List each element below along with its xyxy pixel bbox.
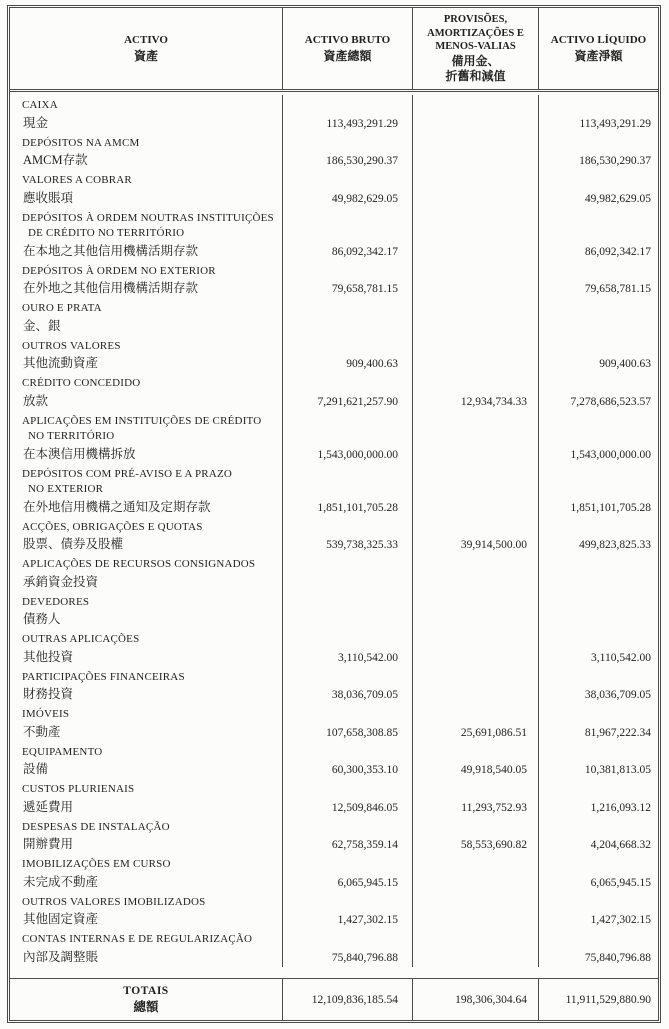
- asset-row: [10, 817, 658, 855]
- asset-value-liquido: 10,381,813.05: [538, 742, 658, 780]
- asset-value-bruto: [282, 592, 412, 630]
- asset-label-cn: 其他流動資產: [23, 356, 99, 370]
- asset-label-pt: DEVEDORES: [22, 595, 90, 608]
- asset-label-cn: 在外地信用機構之通知及定期存款: [23, 499, 211, 514]
- asset-label: [10, 208, 282, 261]
- asset-label: [10, 517, 282, 555]
- asset-label-cn: 內部及調整賬: [23, 949, 99, 964]
- totals-value-bruto: 12,109,836,185.54: [282, 979, 412, 1020]
- asset-value-bruto: 1,427,302.15: [282, 892, 412, 930]
- asset-label: [10, 779, 282, 817]
- asset-label-cn: 金、銀: [23, 318, 61, 333]
- asset-label-pt: IMOBILIZAÇÕES EM CURSO: [22, 858, 171, 870]
- asset-label-cn: 在外地之其他信用機構活期存款: [23, 281, 199, 295]
- header-activo-liquido: [538, 8, 658, 89]
- asset-value-bruto: 75,840,796.88: [282, 929, 412, 967]
- asset-value-liquido: 75,840,796.88: [538, 929, 658, 967]
- asset-value-provisoes: [412, 554, 538, 592]
- asset-value-liquido: 79,658,781.15: [538, 261, 658, 299]
- asset-label-pt: OUTROS VALORES: [22, 339, 121, 352]
- asset-value-liquido: 499,823,825.33: [538, 517, 658, 555]
- asset-label-pt: NO TERRITÓRIO: [28, 430, 115, 442]
- asset-value-liquido: 186,530,290.37: [538, 133, 658, 171]
- asset-value-liquido: 1,543,000,000.00: [538, 411, 658, 464]
- asset-value-provisoes: 11,293,752.93: [412, 779, 538, 817]
- totals-label: [10, 979, 282, 1020]
- asset-value-liquido: 6,065,945.15: [538, 854, 658, 892]
- asset-label: [10, 298, 282, 336]
- asset-value-provisoes: [412, 411, 538, 464]
- asset-label-pt: OUTRAS APLICAÇÕES: [22, 633, 140, 645]
- asset-label-cn: 股票、債券及股權: [23, 537, 124, 551]
- asset-label: [10, 95, 282, 133]
- asset-label-cn: 在本澳信用機構拆放: [23, 446, 136, 461]
- asset-label-cn: 未完成不動產: [23, 874, 99, 889]
- asset-label-pt: IMÓVEIS: [22, 708, 70, 720]
- asset-value-bruto: 6,065,945.15: [282, 854, 412, 892]
- asset-value-provisoes: [412, 298, 538, 336]
- asset-value-liquido: 86,092,342.17: [538, 208, 658, 261]
- asset-label: [10, 854, 282, 892]
- asset-label-cn: 在本地之其他信用機構活期存款: [23, 243, 199, 258]
- asset-row: [10, 208, 658, 261]
- asset-label: [10, 411, 282, 464]
- asset-value-provisoes: [412, 261, 538, 299]
- asset-value-bruto: 12,509,846.05: [282, 779, 412, 817]
- asset-value-provisoes: 49,918,540.05: [412, 742, 538, 780]
- asset-label-cn: AMCM存款: [23, 153, 88, 167]
- asset-row: [10, 854, 658, 892]
- asset-label-pt: VALORES A COBRAR: [22, 174, 132, 186]
- header-provisoes-cn1: 備用金、: [451, 53, 500, 68]
- header-activo: [10, 8, 282, 89]
- asset-value-bruto: 107,658,308.85: [282, 704, 412, 742]
- asset-value-bruto: 62,758,359.14: [282, 817, 412, 855]
- asset-row: [10, 779, 658, 817]
- asset-row: [10, 95, 658, 133]
- asset-value-bruto: 49,982,629.05: [282, 170, 412, 208]
- asset-label: [10, 554, 282, 592]
- table-header-row: [10, 8, 658, 92]
- asset-value-provisoes: [412, 667, 538, 705]
- asset-value-bruto: 1,543,000,000.00: [282, 411, 412, 464]
- header-provisoes: [412, 8, 538, 89]
- asset-label: [10, 742, 282, 780]
- asset-value-provisoes: [412, 929, 538, 967]
- asset-value-provisoes: [412, 464, 538, 517]
- asset-row: [10, 298, 658, 336]
- asset-value-provisoes: [412, 592, 538, 630]
- asset-label-pt: APLICAÇÕES DE RECURSOS CONSIGNADOS: [22, 558, 256, 570]
- totals-row: [10, 978, 658, 1020]
- asset-label-cn: 其他投資: [23, 649, 74, 664]
- asset-value-liquido: 113,493,291.29: [538, 95, 658, 133]
- asset-label-pt: OURO E PRATA: [22, 302, 102, 314]
- asset-value-provisoes: 12,934,734.33: [412, 373, 538, 411]
- asset-value-liquido: 4,204,668.32: [538, 817, 658, 855]
- asset-value-liquido: 49,982,629.05: [538, 170, 658, 208]
- asset-value-liquido: 7,278,686,523.57: [538, 373, 658, 411]
- asset-label-pt: PARTICIPAÇÕES FINANCEIRAS: [22, 670, 185, 683]
- asset-value-provisoes: 39,914,500.00: [412, 517, 538, 555]
- asset-row: [10, 704, 658, 742]
- asset-row: [10, 336, 658, 374]
- asset-value-liquido: 81,967,222.34: [538, 704, 658, 742]
- totals-label-pt: TOTAIS: [123, 984, 169, 997]
- header-liquido-cn: 資產淨額: [574, 49, 623, 63]
- asset-label-cn: 債務人: [23, 612, 61, 626]
- asset-label: [10, 261, 282, 299]
- asset-label-pt: CAIXA: [22, 99, 58, 111]
- header-bruto-cn: 資產總額: [323, 49, 372, 63]
- header-activo-pt: ACTIVO: [124, 34, 168, 46]
- asset-value-bruto: [282, 298, 412, 336]
- asset-label-pt: CRÉDITO CONCEDIDO: [22, 377, 141, 389]
- totals-value-liquido: 11,911,529,880.90: [538, 979, 658, 1020]
- asset-row: [10, 629, 658, 667]
- asset-value-provisoes: [412, 208, 538, 261]
- asset-value-liquido: [538, 592, 658, 630]
- asset-label-pt: NO EXTERIOR: [28, 483, 104, 495]
- asset-value-bruto: 86,092,342.17: [282, 208, 412, 261]
- asset-value-provisoes: [412, 336, 538, 374]
- header-provisoes-line3: MENOS-VALIAS: [435, 41, 516, 53]
- asset-row: [10, 133, 658, 171]
- asset-row: [10, 592, 658, 630]
- asset-row: [10, 667, 658, 705]
- asset-label-pt: DE CRÉDITO NO TERRITÓRIO: [28, 227, 185, 239]
- asset-value-liquido: [538, 298, 658, 336]
- asset-label: [10, 667, 282, 705]
- totals-value-provisoes: 198,306,304.64: [412, 979, 538, 1020]
- asset-value-bruto: 3,110,542.00: [282, 629, 412, 667]
- asset-value-provisoes: 25,691,086.51: [412, 704, 538, 742]
- asset-value-bruto: 113,493,291.29: [282, 95, 412, 133]
- asset-label: [10, 592, 282, 630]
- asset-value-provisoes: [412, 95, 538, 133]
- asset-label-cn: 應收賬項: [23, 190, 74, 205]
- asset-row: [10, 892, 658, 930]
- header-liquido-pt: ACTIVO LÍQUIDO: [550, 34, 647, 46]
- asset-label-pt: DEPÓSITOS À ORDEM NOUTRAS INSTITUIÇÕES: [22, 211, 274, 224]
- asset-row: [10, 464, 658, 517]
- asset-value-bruto: 60,300,353.10: [282, 742, 412, 780]
- asset-value-liquido: [538, 554, 658, 592]
- asset-label: [10, 464, 282, 517]
- asset-value-liquido: 909,400.63: [538, 336, 658, 374]
- asset-label-cn: 其他固定資產: [23, 912, 99, 926]
- header-provisoes-line2: AMORTIZAÇÕES E: [427, 27, 524, 39]
- asset-value-liquido: 1,216,093.12: [538, 779, 658, 817]
- asset-row: [10, 170, 658, 208]
- asset-label-cn: 放款: [23, 393, 49, 408]
- asset-label-cn: 財務投資: [23, 687, 74, 701]
- asset-value-bruto: 909,400.63: [282, 336, 412, 374]
- asset-label: [10, 336, 282, 374]
- asset-label-pt: DEPÓSITOS À ORDEM NO EXTERIOR: [22, 264, 216, 277]
- asset-label-cn: 不動產: [23, 724, 61, 739]
- asset-label-cn: 設備: [23, 762, 49, 776]
- asset-value-provisoes: [412, 854, 538, 892]
- asset-value-bruto: 539,738,325.33: [282, 517, 412, 555]
- asset-label: [10, 817, 282, 855]
- asset-label: [10, 373, 282, 411]
- asset-label-pt: APLICAÇÕES EM INSTITUIÇÕES DE CRÉDITO: [22, 414, 262, 427]
- asset-value-bruto: [282, 554, 412, 592]
- asset-label-pt: EQUIPAMENTO: [22, 745, 103, 758]
- asset-row: [10, 411, 658, 464]
- asset-label-pt: DEPÓSITOS COM PRÉ-AVISO E A PRAZO: [22, 467, 233, 480]
- asset-value-bruto: 38,036,709.05: [282, 667, 412, 705]
- asset-label-cn: 現金: [23, 115, 49, 130]
- asset-value-bruto: 1,851,101,705.28: [282, 464, 412, 517]
- asset-label: [10, 133, 282, 171]
- asset-value-bruto: 7,291,621,257.90: [282, 373, 412, 411]
- asset-label-pt: OUTROS VALORES IMOBILIZADOS: [22, 895, 206, 908]
- header-provisoes-cn2: 折舊和減值: [445, 68, 506, 83]
- asset-value-provisoes: [412, 892, 538, 930]
- asset-row: [10, 554, 658, 592]
- asset-value-liquido: 1,427,302.15: [538, 892, 658, 930]
- asset-label: [10, 929, 282, 967]
- asset-row: [10, 373, 658, 411]
- asset-label: [10, 170, 282, 208]
- asset-row: [10, 929, 658, 967]
- asset-label-cn: 遞延費用: [23, 799, 74, 814]
- asset-label-pt: ACÇÕES, OBRIGAÇÕES E QUOTAS: [22, 520, 203, 533]
- asset-label-pt: DESPESAS DE INSTALAÇÃO: [22, 820, 170, 833]
- asset-value-liquido: 3,110,542.00: [538, 629, 658, 667]
- asset-label-pt: CONTAS INTERNAS E DE REGULARIZAÇÃO: [22, 933, 253, 945]
- asset-value-liquido: 1,851,101,705.28: [538, 464, 658, 517]
- asset-label-pt: DEPÓSITOS NA AMCM: [22, 136, 140, 149]
- asset-label: [10, 629, 282, 667]
- totals-label-cn: 總額: [133, 999, 159, 1014]
- table-body: [10, 92, 658, 978]
- header-provisoes-line1: PROVISÕES,: [443, 14, 508, 26]
- asset-label: [10, 704, 282, 742]
- header-activo-bruto: [282, 8, 412, 89]
- asset-row: [10, 517, 658, 555]
- asset-value-provisoes: [412, 629, 538, 667]
- assets-table: [7, 5, 661, 1023]
- asset-row: [10, 742, 658, 780]
- asset-value-provisoes: [412, 170, 538, 208]
- asset-value-liquido: 38,036,709.05: [538, 667, 658, 705]
- asset-row: [10, 261, 658, 299]
- asset-label: [10, 892, 282, 930]
- asset-value-bruto: 79,658,781.15: [282, 261, 412, 299]
- asset-label-pt: CUSTOS PLURIENAIS: [22, 783, 135, 795]
- header-activo-cn: 資產: [133, 49, 158, 63]
- header-bruto-pt: ACTIVO BRUTO: [304, 34, 391, 46]
- asset-label-cn: 承銷資金投資: [23, 574, 99, 589]
- asset-label-cn: 開辦費用: [23, 837, 74, 851]
- asset-value-provisoes: 58,553,690.82: [412, 817, 538, 855]
- asset-value-bruto: 186,530,290.37: [282, 133, 412, 171]
- asset-value-provisoes: [412, 133, 538, 171]
